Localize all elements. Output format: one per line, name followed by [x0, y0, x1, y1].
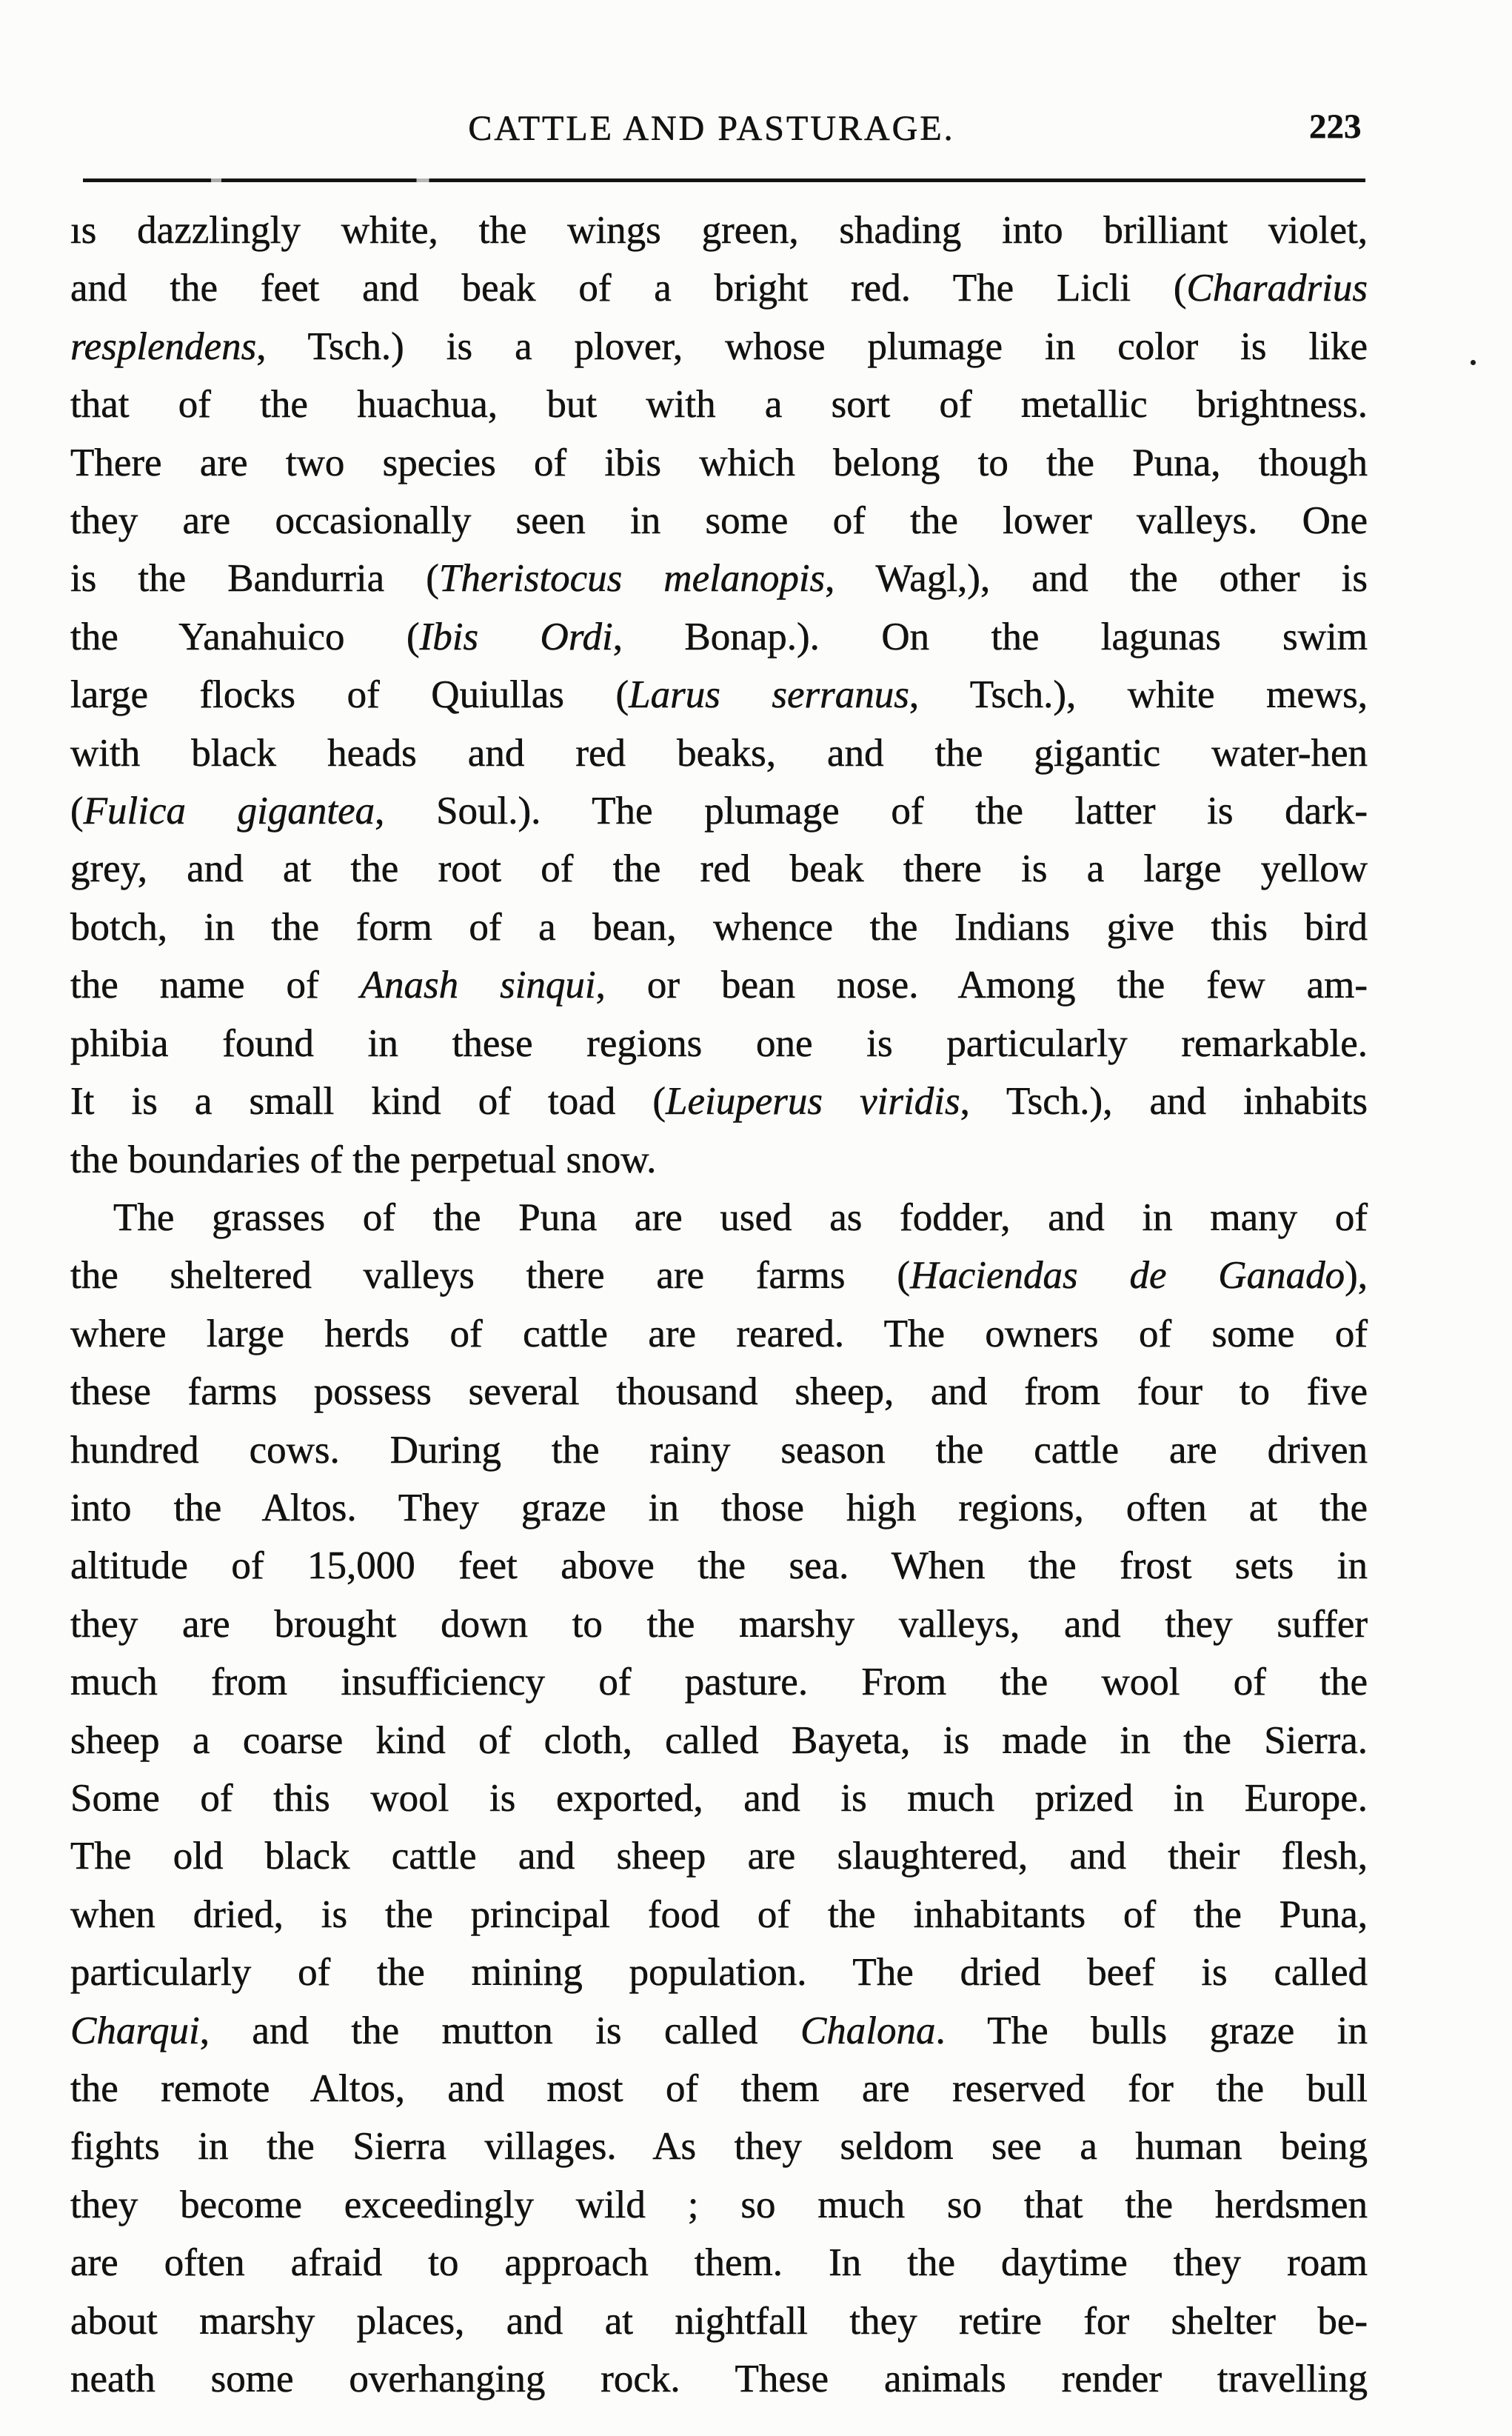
- text-line: [70, 1072, 1368, 1130]
- text-line: [70, 550, 1368, 607]
- text-segment: It is a small kind of toad (: [70, 1080, 666, 1124]
- text-segment: these farms possess several thousand sheep, and from four to five: [70, 1370, 1368, 1414]
- text-segment: (: [70, 790, 84, 833]
- text-line: [70, 840, 1368, 898]
- text-segment: botch, in the form of a bean, whence the Indians give this bird: [70, 905, 1368, 949]
- text-segment: about marshy places, and at nightfall they retire for shelter be-: [70, 2299, 1368, 2343]
- species-name-italic: Theristocus melanopis: [438, 557, 826, 601]
- species-name-italic: Fulica gigantea: [83, 790, 375, 833]
- text-line: [70, 2292, 1368, 2350]
- text-line: [70, 376, 1368, 433]
- text-line: [70, 1131, 1368, 1189]
- text-segment: grey, and at the root of the red beak there is a large yellow: [70, 847, 1368, 891]
- text-segment: the remote Altos, and most of them are reserved for the bull: [70, 2067, 1368, 2110]
- text-segment: when dried, is the principal food of the inhabitants of the Puna,: [70, 1892, 1368, 1936]
- text-line: [70, 1537, 1368, 1595]
- text-segment: ),: [1345, 1254, 1368, 1298]
- species-name-italic: Larus serranus: [629, 673, 909, 717]
- text-segment: the sheltered valleys there are farms (: [70, 1254, 910, 1298]
- text-line: [70, 201, 1368, 259]
- text-line: [70, 724, 1368, 782]
- text-line: [70, 1479, 1368, 1537]
- text-line: [70, 2002, 1368, 2060]
- text-line: [70, 259, 1368, 317]
- text-segment: and the feet and beak of a bright red. The Licli (: [70, 267, 1187, 310]
- text-segment: , Wagl,), and the other is: [825, 557, 1368, 601]
- text-line: [70, 2118, 1368, 2175]
- text-segment: that of the huachua, but with a sort of metallic brightness.: [70, 383, 1368, 427]
- text-line: [70, 1189, 1368, 1247]
- species-name-italic: Haciendas de Ganado: [909, 1254, 1345, 1298]
- text-segment: the Yanahuico (: [70, 615, 420, 658]
- page-lines: [70, 201, 1368, 2408]
- text-segment: is the Bandurria (: [70, 557, 439, 601]
- text-line: [70, 2234, 1368, 2292]
- text-line: [70, 2350, 1368, 2408]
- text-segment: The grasses of the Puna are used as fodder, and in many of: [113, 1195, 1368, 1239]
- species-name-italic: Chalona: [800, 2009, 936, 2052]
- text-segment: the name of: [70, 964, 361, 1007]
- text-line: [70, 666, 1368, 724]
- text-segment: they are brought down to the marshy valleys, and they suffer: [70, 1602, 1368, 1646]
- text-line: [70, 1015, 1368, 1072]
- text-segment: , Bonap.). On the lagunas swim: [612, 615, 1368, 658]
- species-name-italic: Ibis Ordi: [419, 615, 613, 658]
- text-segment: , or bean nose. Among the few am-: [595, 964, 1368, 1007]
- text-line: [70, 318, 1368, 376]
- species-name-italic: Anash sinqui: [360, 964, 596, 1007]
- text-segment: phibia found in these regions one is particularly remarkable.: [70, 1021, 1368, 1065]
- text-segment: large flocks of Quiullas (: [70, 673, 629, 717]
- text-segment: The old black cattle and sheep are slaughtered, and their flesh,: [70, 1835, 1368, 1878]
- text-line: [70, 608, 1368, 666]
- text-segment: the boundaries of the perpetual snow.: [70, 1138, 657, 1181]
- text-segment: they become exceedingly wild ; so much so that the herdsmen: [70, 2183, 1368, 2226]
- text-segment: , Tsch.), white mews,: [909, 673, 1368, 717]
- text-segment: fights in the Sierra villages. As they seldom see a human being: [70, 2125, 1368, 2169]
- text-segment: into the Altos. They graze in those high regions, often at the: [70, 1486, 1368, 1529]
- text-line: [70, 1653, 1368, 1711]
- text-line: [70, 1827, 1368, 1885]
- text-line: [70, 1421, 1368, 1479]
- text-line: [70, 1943, 1368, 2001]
- text-line: [70, 1305, 1368, 1363]
- text-segment: Some of this wool is exported, and is much prized in Europe.: [70, 1776, 1368, 1820]
- text-segment: There are two species of ibis which belong to the Puna, though: [70, 441, 1368, 484]
- running-head-title: CATTLE AND PASTURAGE.: [468, 109, 955, 148]
- text-segment: . The bulls graze in: [935, 2009, 1368, 2052]
- species-name-italic: Charqui: [70, 2009, 200, 2052]
- species-name-italic: Leiuperus viridis: [666, 1080, 960, 1124]
- text-line: [70, 782, 1368, 840]
- text-segment: neath some overhanging rock. These animals render travelling: [70, 2357, 1368, 2401]
- ink-speck: [1471, 360, 1476, 365]
- species-name-italic: resplendens: [70, 324, 257, 368]
- text-segment: altitude of 15,000 feet above the sea. When the frost sets in: [70, 1544, 1368, 1588]
- text-segment: where large herds of cattle are reared. The owners of some of: [70, 1312, 1368, 1355]
- text-line: [70, 1712, 1368, 1769]
- text-segment: are often afraid to approach them. In the daytime they roam: [70, 2241, 1368, 2285]
- text-segment: , Tsch.) is a plover, whose plumage in color is like: [256, 324, 1368, 368]
- text-segment: they are occasionally seen in some of the lower valleys. One: [70, 499, 1368, 543]
- text-line: [70, 2060, 1368, 2118]
- text-line: [70, 898, 1368, 956]
- text-line: [70, 1247, 1368, 1304]
- header-rule: [83, 178, 1365, 182]
- text-line: [70, 2176, 1368, 2234]
- text-line: [70, 434, 1368, 492]
- text-line: [70, 1363, 1368, 1421]
- text-segment: hundred cows. During the rainy season the cattle are driven: [70, 1428, 1368, 1472]
- text-segment: particularly of the mining population. The dried beef is called: [70, 1951, 1368, 1995]
- page-number: 223: [1309, 107, 1362, 146]
- text-line: [70, 956, 1368, 1014]
- text-segment: , Soul.). The plumage of the latter is dark-: [375, 790, 1368, 833]
- text-segment: sheep a coarse kind of cloth, called Bayeta, is made in the Sierra.: [70, 1718, 1368, 1762]
- text-segment: ıs dazzlingly white, the wings green, shading into brilliant violet,: [70, 209, 1368, 252]
- text-line: [70, 1886, 1368, 1943]
- text-segment: , and the mutton is called: [199, 2009, 800, 2052]
- text-segment: with black heads and red beaks, and the gigantic water-hen: [70, 731, 1368, 775]
- text-line: [70, 492, 1368, 550]
- text-line: [70, 1595, 1368, 1653]
- species-name-italic: Charadrius: [1186, 267, 1368, 310]
- text-segment: much from insufficiency of pasture. From the wool of the: [70, 1661, 1368, 1704]
- text-segment: , Tsch.), and inhabits: [960, 1080, 1368, 1124]
- text-line: [70, 1769, 1368, 1827]
